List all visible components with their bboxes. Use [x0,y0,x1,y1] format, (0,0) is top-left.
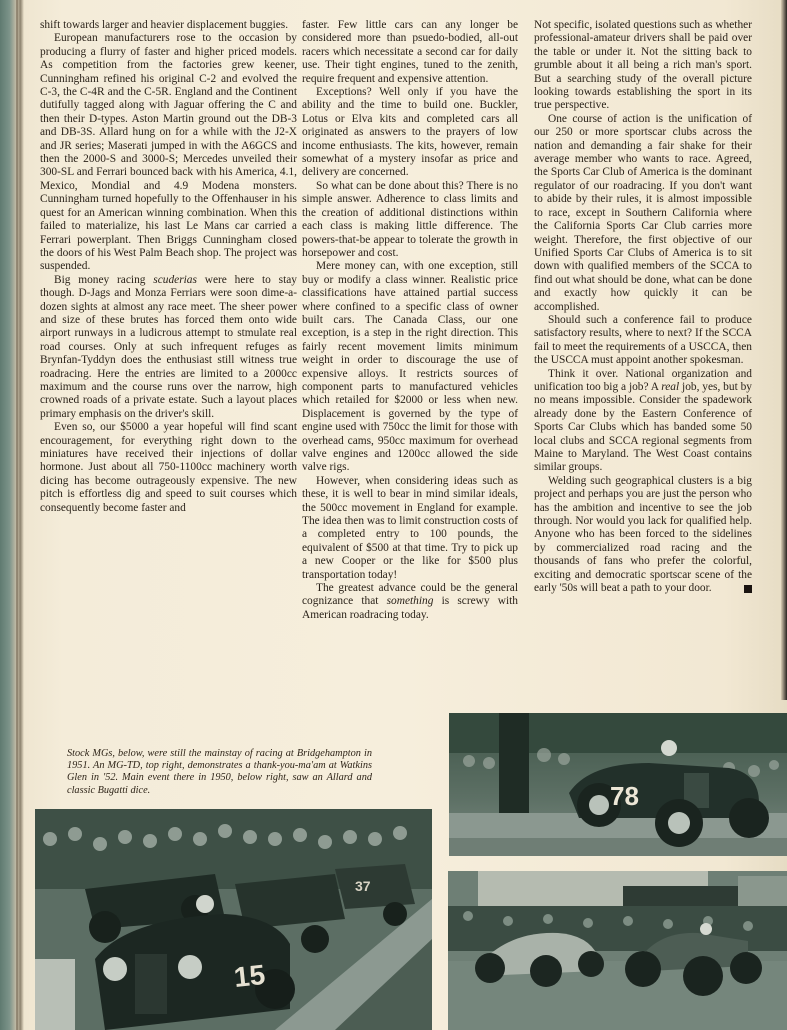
binding-crease [16,0,18,1030]
paragraph: Even so, our $5000 a year hopeful will find scant encouragement, for everything right down to the miniatures have received their injections of dollar hormone. Just about all 750-1100cc machinery worth dicing has become outrageously expensive. The new pitch is effortless dig and speed to suit courses which consequently become faster and [40,421,297,514]
article-column-3 [534,19,752,595]
paragraph: Should such a conference fail to produce satisfactory results, where to next? If the SCCA fail to meet the requirements of a USCCA, then the USCCA must appoint another spokesman. [534,313,752,367]
paragraph: One course of action is the unification of our 250 or more sportscar clubs across the nation and demanding a fair shake for their average member who wants to race. Agreed, the Sports Car Club of America is the dominant regulator of our roadracing. If you don't want to abide by their rules, it is almost impossible to race, except in Southern California where the California Sports Car Club carries more weight. Therefore, the first objective of our Unified Sports Car Clubs of America is to sit down with qualified members of the SCCA to find out what should be done, what can be done and exactly how quickly it can be accomplished. [534,112,752,313]
paragraph: European manufacturers rose to the occasion by producing a flurry of faster and higher priced models. As competition from the factories grew keener, Cunningham refined his original C-2 and evolved the C-3, the C-4R and the C-5R. England and the Continent dutifully tagged along with Jaguar offering the C and then their D-types. Aston Martin ground out the DB-3 and DB-3S. Allard hung on for a while with the J2-X and JR series; Maserati jumped in with the A6GCS and then the 2000-S and 3000-S; Mercedes unveiled their 300-SL and Ferrari bounced back with his America, 4.1, Mexico, Mondial and 4.9 Modena monsters. Cunningham turned hopefully to the Offenhauser in his quest for an American winning combination. When this failed to materialize, his last Le Mans car carried a Ferrari powerplant. Then Briggs Cunningham closed the doors of his West Palm Beach shop. The project was suspended. [40,32,297,273]
article-column-2 [302,19,518,622]
paragraph: So what can be done about this? There is no simple answer. Adherence to class limits and the creation of additional distinctions within each class is making little difference. The powers-that-be appear to tolerate the growth in horsepower and cost. [302,179,518,259]
svg-text:15: 15 [232,958,267,993]
paragraph: faster. Few little cars can any longer be considered more than psuedo-bodied, all-out racers which necessitate a second car for daily use. Their tight engines, tuned to the zenith, require frequent and expensive attention. [302,19,518,85]
race-car-photo-illustration [449,713,787,856]
svg-text:37: 37 [355,878,371,894]
paragraph: Exceptions? Well only if you have the ability and the time to build one. Buckler, Lotus or Elva kits and completed cars all originated as answers to the prayers of low income enthusiasts. The kits, however, remain somewhat of a mystery insofar as price and delivery are concerned. [302,86,518,179]
italic-term: real [661,380,680,393]
photo-stock-mgs-bridgehampton [35,809,432,1030]
paragraph: Big money racing scuderias were here to stay though. D-Jags and Monza Ferriars were soon dime-a-dozen sights at almost any race meet. The sheer power and size of these brutes has forced them onto wide airport runways in a ludicrous attempt to stmulate real road courses. Only at such infrequent refuges as Brynfan-Tyddyn does the enthusiast still witness true roadracing. Here the entries are limited to a 2000cc maximum and the course runs over the narrow, high crowned roads of a private estate. Such a layout places primary emphasis on the driver's skill. [40,273,297,420]
article-column-1 [40,19,297,515]
paragraph: However, when considering ideas such as these, it is well to bear in mind similar ideals, the 500cc movement in England for example. The idea then was to limit construction costs of a completed entry to 100 pounds, the equivalent of $500 at that time. Try to pick up a new Cooper or the like for $500 plus transportation today! [302,474,518,581]
svg-text:78: 78 [610,781,639,811]
race-scene-photo-illustration [448,871,787,1030]
paragraph: Think it over. National organization and unification too big a job? A real job, yes, but by no means impossible. Consider the spadework already done by the Eastern Conference of Sports Car Clubs which has banded some 50 local clubs and SCCA regional segments from Maine to Maryland. The West Coast contains similar groups. [534,367,752,474]
page-right-edge [781,0,787,700]
photo-allard-bugatti-dice [448,871,787,1030]
paragraph: The greatest advance could be the general cognizance that something is screwy with American roadracing today. [302,582,518,621]
italic-term: scuderias [153,273,197,286]
paragraph: Welding such geographical clusters is a big project and perhaps you are just the person who has the ambition and incentive to see the job through. Nor would you lack for qualified help. Anyone who has been forced to the sidelines by commercialized road racing and the thousands of fans who prefer the colorful, exciting and democratic sportscar scene of the early '50s will beat a path to your door. [534,474,752,595]
paragraph: Not specific, isolated questions such as whether professional-amateur drivers shall be paid over the table or under it. Not the sitting back to grumble about it all being a rich man's sport. But a searching study of the overall picture looking towards establishing the sport in its true perspective. [534,19,752,112]
photo-caption: Stock MGs, below, were still the mainstay of racing at Bridgehampton in 1951. An MG-TD, top right, demonstrates a thank-you-ma'am at Watkins Glen in '52. Main event there in 1950, below right, saw an Allard and classic Bugatti dice. [67,748,372,796]
end-of-article-mark [744,585,752,593]
mg-lineup-photo-illustration [35,809,432,1030]
photo-mg-td-watkins-glen [449,713,787,856]
paragraph: Mere money can, with one exception, still buy or modify a class winner. Realistic price classifications have attained partial success where confined to a specific class of owner built cars. The Canada Class, our one exception, is a step in the right direction. This fairly recent movement limits minimum weight in order to discourage the use of expensive alloys. It restricts sources of component parts to manufactured vehicles which retailed for $2000 or less when new. Displacement is governed by the type of engine used with 750cc the limit for those with overhead cams, 950cc maximum for overhead valve engines and 1200cc allowed the side valve rigs. [302,260,518,474]
italic-term: something [386,595,434,608]
binding-edge [0,0,24,1030]
paragraph: shift towards larger and heavier displacement buggies. [40,19,289,31]
